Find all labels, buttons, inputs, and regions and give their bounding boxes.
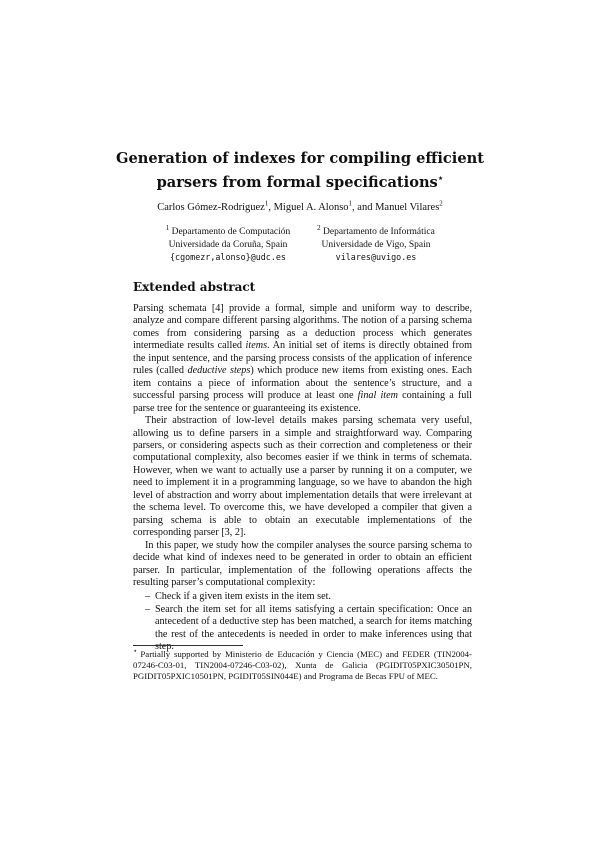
- list-item: – Check if a given item exists in the item set.: [145, 591, 472, 603]
- author-name: Manuel Vilares: [375, 202, 440, 213]
- paper-title: [60, 148, 540, 193]
- paragraph-1: [133, 303, 472, 415]
- term-final-item: final item: [357, 390, 398, 402]
- affiliation-university: Universidade da Coruña, Spain: [168, 239, 288, 250]
- author-affiliation-mark: 2: [439, 199, 443, 208]
- title-footnote-mark: ⋆: [437, 174, 444, 184]
- paragraph-text: containing a full parse tree for the sentence or guaranteeing its existence.: [133, 390, 472, 414]
- author-separator: , and: [352, 202, 376, 213]
- paragraph-2: Their abstraction of low-level details makes parsing schemata very useful, allowing us to define parsers in a simple and straightforward way. Comparing parsers, or considering aspects such as their correction and completeness or their computational complexity, also becomes easier if we think in terms of schemata. However, when we want to actually use a parser by running it on a computer, we need to implement it in a programming language, so we have to abandon the high level of abstraction and worry about implementation details that were irrelevant at the schema level. To overcome this, we have developed a compiler that given a parsing schema is able to obtain an executable implementations of the corresponding parser [3, 2].: [133, 415, 472, 539]
- paragraph-text: Parsing schemata [4] provide a formal, simple and uniform way to describe, analyze and compare different parsing algorithms. The notion of a parsing schema comes from considering parsing as a deduction process which generates intermediate results called: [133, 303, 472, 352]
- affiliation-number: 2: [317, 223, 321, 232]
- section-heading: Extended abstract: [133, 280, 256, 294]
- term-items: items: [245, 340, 268, 352]
- affiliation-email: {cgomezr,alonso}@udc.es: [170, 252, 286, 262]
- footnote-text: Partially supported by Ministerio de Educación y Ciencia (MEC) and FEDER (TIN2004-07246-C03-01, TIN2004-07246-C03-02), Xunta de Galicia (PGIDIT05PXIC30501PN, PGIDIT05PXIC10501PN, PGIDIT05SIN044E) and Programa de Becas FPU of MEC.: [133, 649, 472, 682]
- author-name: Miguel A. Alonso: [273, 202, 349, 213]
- list-item: – Search the item set for all items satisfying a certain specification: Once an antecedent of a deductive step has been matched, a search for items matching the rest of the antecedents is needed in order to make inferences using that step.: [145, 604, 472, 654]
- footnote-mark: ⋆: [133, 647, 138, 656]
- paragraph-3: In this paper, we study how the compiler analyses the source parsing schema to decide what kind of indexes need to be generated in order to obtain an efficient parser. In particular, implementation of the following operations affects the resulting parser’s computational complexity:: [133, 539, 472, 588]
- affiliation-email: vilares@uvigo.es: [335, 252, 417, 262]
- body-text: [133, 303, 472, 654]
- affiliation-department: Departamento de Computación: [171, 227, 291, 237]
- footnote-rule: [133, 645, 243, 646]
- title-line-1: Generation of indexes for compiling efficient: [116, 150, 484, 167]
- author-separator: ,: [268, 202, 274, 213]
- author-list: [60, 199, 540, 213]
- title-line-2: parsers from formal specifications: [156, 173, 438, 191]
- paragraph-text: ) which produce new items from existing ones. Each item contains a piece of information about the sentence’s structure, and a successful parsing process will produce at least one: [133, 365, 473, 402]
- affiliation-department: Departamento de Informática: [323, 227, 435, 237]
- paragraph-text: . An initial set of items is directly obtained from the input sentence, and the parsing process consists of the application of inference rules (called: [133, 340, 472, 377]
- affiliation-university: Universidade de Vigo, Spain: [321, 239, 431, 250]
- author-name: Carlos Gómez-Rodríguez: [157, 202, 265, 213]
- affiliation-number: 1: [165, 223, 170, 232]
- author-affiliation-mark: 1: [264, 199, 269, 208]
- affiliation-2: [276, 223, 476, 265]
- footnote: [133, 649, 472, 683]
- author-affiliation-mark: 1: [348, 199, 353, 208]
- term-deductive-steps: deductive steps: [187, 365, 251, 377]
